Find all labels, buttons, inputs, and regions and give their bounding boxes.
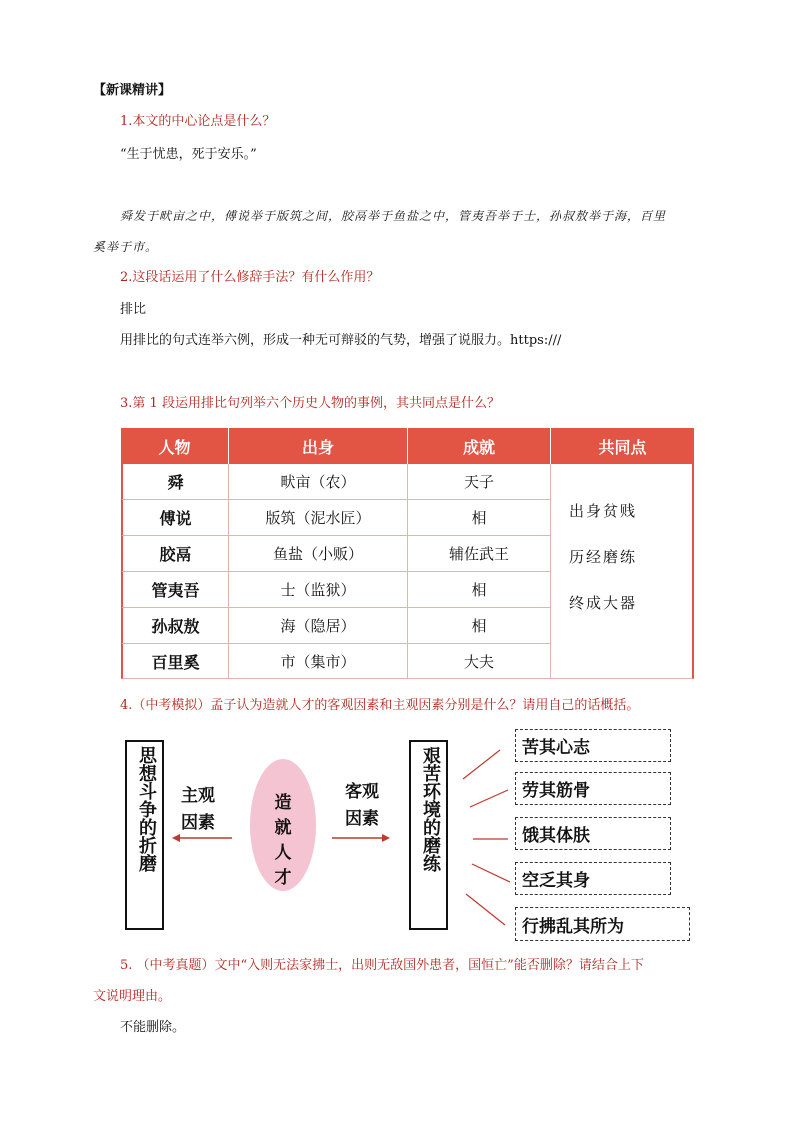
diagram-item: 行拂乱其所为 [515, 907, 690, 941]
section-title: 【新课精讲】 [93, 83, 172, 98]
question-4: 4.（中考模拟）孟子认为造就人才的客观因素和主观因素分别是什么？请用自己的话概括。 [120, 698, 640, 713]
table-cell-name: 百里奚 [121, 644, 229, 679]
table-cell-origin: 版筑（泥水匠） [229, 500, 408, 536]
common-trait: 历经磨练 [569, 548, 638, 566]
table-cell-achievement: 相 [408, 572, 551, 608]
right-arrow-head [382, 834, 390, 842]
table-cell-achievement: 辅佐武王 [408, 536, 551, 572]
answer-5: 不能删除。 [120, 1020, 186, 1035]
objective-factor-box: 艰苦环境的磨练 [409, 740, 448, 930]
table-cell-origin: 海（隐居） [229, 608, 408, 644]
subjective-label: 主观因素 [181, 786, 215, 833]
table-cell-name: 管夷吾 [121, 572, 229, 608]
question-1: 1.本文的中心论点是什么？ [120, 114, 276, 129]
question-3: 3.第 1 段运用排比句列举六个历史人物的事例，其共同点是什么？ [120, 396, 500, 411]
subjective-factor-box: 思想斗争的折磨 [125, 740, 164, 930]
header-person: 人物 [121, 428, 228, 464]
table-cell-name: 孙叔敖 [121, 608, 229, 644]
branch-line-2 [470, 790, 508, 807]
table-cell-achievement: 相 [408, 500, 551, 536]
table-cell-name: 傅说 [121, 500, 229, 536]
answer-1: “生于忧患，死于安乐。” [120, 147, 257, 162]
table-cell-origin: 市（集市） [229, 644, 408, 679]
header-origin: 出身 [229, 428, 407, 464]
center-label: 造就人才 [274, 793, 292, 888]
common-trait: 终成大器 [569, 594, 638, 612]
left-arrow-head [172, 834, 180, 842]
table-cell-name: 胶鬲 [121, 536, 229, 572]
table-cell-origin: 士（监狱） [229, 572, 408, 608]
table-cell-origin: 畎亩（农） [229, 464, 408, 500]
table-cell-achievement: 大夫 [408, 644, 551, 679]
branch-line-4 [472, 864, 510, 882]
diagram-item: 饿其体肤 [515, 817, 671, 850]
answer-2-technique: 排比 [120, 302, 147, 317]
answer-2-effect: 用排比的句式连举六例，形成一种无可辩驳的气势，增强了说服力。https:/// [120, 333, 562, 348]
objective-label: 客观因素 [345, 782, 379, 829]
table-cell-achievement: 天子 [408, 464, 551, 500]
table-cell-name: 舜 [121, 464, 229, 500]
diagram-item: 苦其心志 [515, 729, 671, 762]
diagram-item: 劳其筋骨 [515, 772, 671, 805]
branch-line-5 [466, 894, 505, 925]
question-5-line-2: 文说明理由。 [93, 989, 172, 1004]
table-cell-origin: 鱼盐（小贩） [229, 536, 408, 572]
question-5-line-1: 5. （中考真题）文中“入则无法家拂士，出则无敌国外患者，国恒亡”能否删除？请结合上下 [120, 958, 644, 973]
table-cell-achievement: 相 [408, 608, 551, 644]
header-common: 共同点 [551, 428, 694, 464]
passage-line-2: 奚举于市。 [93, 240, 159, 254]
passage-line-1: 舜发于畎亩之中，傅说举于版筑之间，胶鬲举于鱼盐之中，管夷吾举于士，孙叔敖举于海，百里 [120, 209, 667, 223]
header-achievement: 成就 [408, 428, 550, 464]
branch-line-1 [463, 750, 500, 779]
diagram-item: 空乏其身 [515, 862, 671, 895]
question-2: 2.这段话运用了什么修辞手法？有什么作用？ [120, 270, 380, 285]
common-trait: 出身贫贱 [569, 502, 638, 520]
